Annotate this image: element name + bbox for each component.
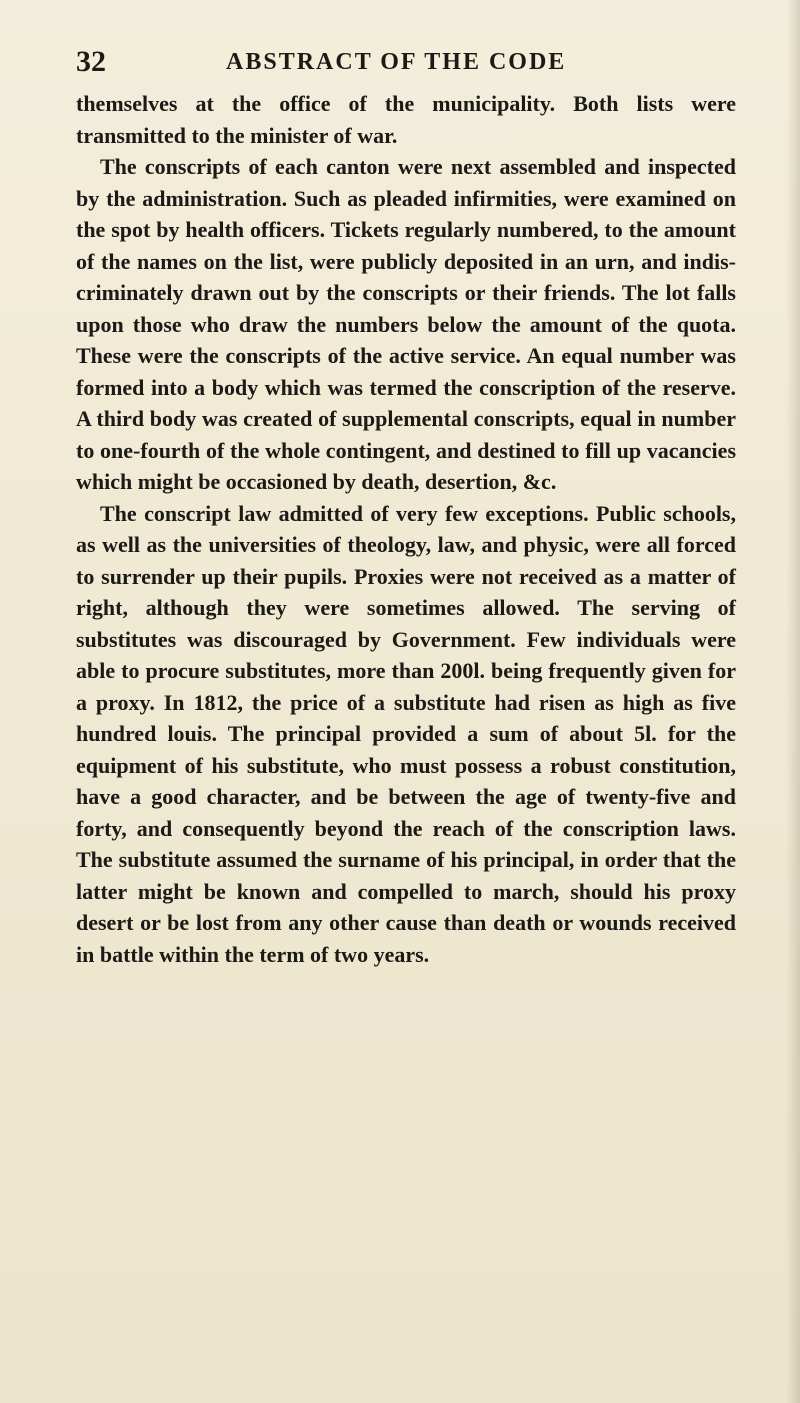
running-head: ABSTRACT OF THE CODE <box>226 49 567 75</box>
paragraph-conscripts-assembled: The conscripts of each canton were next assembled and inspected by the administration. Such as pleaded infirmities, were examined on the spot by health officers. Tickets regularly numbered, to the amount of the names on the list, were publicly deposited in an urn, and indiscriminately drawn out by the conscripts or their friends. The lot falls upon those who draw the numbers below the amount of the quota. These were the conscripts of the active service. An equal number was formed into a body which was termed the conscription of the reserve. A third body was created of supplemental conscripts, equal in number to one-fourth of the whole contingent, and destined to fill up vacancies which might be occasioned by death, desertion, &c. <box>76 154 736 494</box>
page-header <box>76 40 736 84</box>
page-number: 32 <box>76 45 106 78</box>
paragraph-conscript-law: The conscript law admitted of very few exceptions. Public schools, as well as the universities of theology, law, and physic, were all forced to surrender up their pupils. Proxies were not received as a matter of right, although they were sometimes allowed. The serving of substitutes was discouraged by Government. Few individuals were able to procure substitutes, more than 200l. being frequently given for a proxy. In 1812, the price of a substitute had risen as high as five hundred louis. The principal provided a sum of about 5l. for the equipment of his substitute, who must possess a robust constitution, have a good character, and be between the age of twenty-five and forty, and consequently beyond the reach of the conscription laws. The substitute assumed the surname of his principal, in order that the latter might be known and compelled to march, should his proxy desert or be lost from any other cause than death or wounds received in battle within the term of two years. <box>76 500 736 967</box>
paragraph-continuation: themselves at the office of the municipality. Both lists were transmitted to the minister of war. <box>76 91 736 148</box>
body-text <box>76 88 736 970</box>
page-edge-shadow <box>786 0 800 1403</box>
